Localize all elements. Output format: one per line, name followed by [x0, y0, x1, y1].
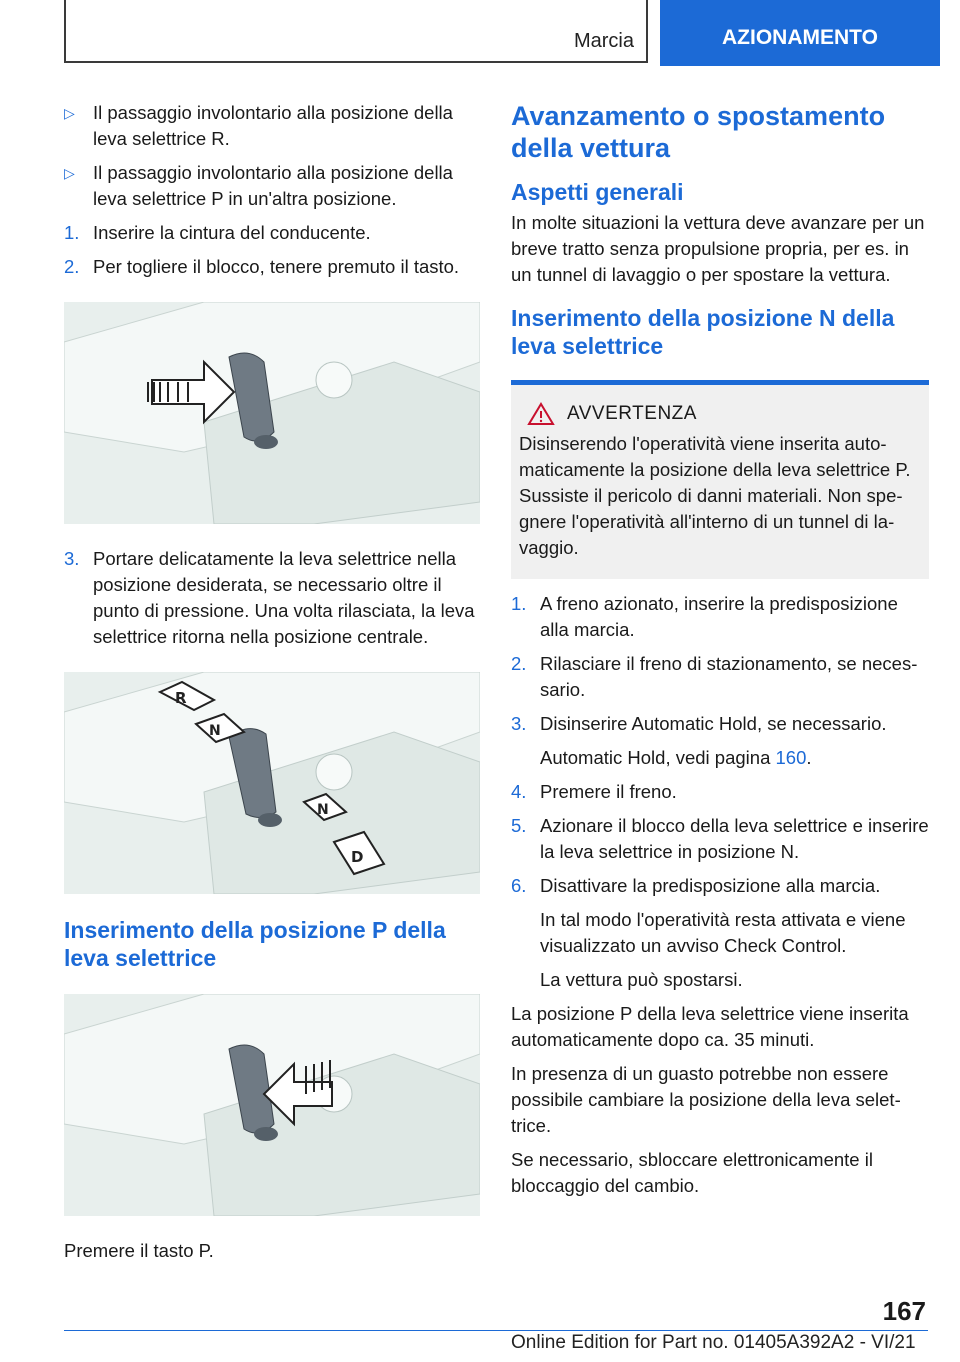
triangle-bullet-icon: ▷ — [64, 165, 75, 181]
position-r-label: R — [175, 689, 187, 707]
warning-title: AVVERTENZA — [567, 403, 697, 424]
warning-text: Disinserendo l'operatività viene inserita automaticamente la posizione della leva selettrice P. Sussiste il pericolo di danni materiali. Non spegnere l'operatività all'interno di un tunnel di lavaggio. — [519, 433, 911, 558]
paragraph: Se necessario, sbloccare elettronicamente il bloccaggio del cambio. — [511, 1149, 873, 1196]
step-subtext-suffix: . — [806, 747, 812, 768]
step-text: Premere il freno. — [540, 781, 677, 802]
step-item — [511, 779, 929, 805]
bullet-item — [64, 100, 480, 152]
step-number: 5. — [511, 815, 527, 836]
gear-selector-illustration — [64, 302, 480, 524]
step-text: Disinserire Automatic Hold, se necessario. — [540, 713, 887, 734]
step-item — [511, 813, 929, 865]
position-n-label: N — [209, 723, 221, 739]
gear-positions-illustration — [64, 672, 480, 894]
page-reference-link[interactable]: 160 — [775, 747, 807, 768]
step-number: 1. — [511, 593, 527, 614]
step-item — [511, 651, 929, 703]
paragraph: La posizione P della leva selettrice viene inserita automaticamente dopo ca. 35 minuti. — [511, 1003, 909, 1050]
step-subtext — [511, 745, 929, 771]
step-item — [511, 591, 929, 643]
footer-edition: Online Edition for Part no. 01405A392A2 - VI/21 — [511, 1332, 916, 1353]
step-item — [64, 220, 480, 246]
step-text: Rilasciare il freno di stazionamento, se necessario. — [540, 653, 918, 700]
step-number: 3. — [64, 548, 80, 569]
triangle-bullet-icon: ▷ — [64, 105, 75, 121]
page-number: 167 — [882, 1296, 926, 1326]
step-subtext: In tal modo l'operatività resta attivata e viene visualizzato un avviso Check Control. — [540, 909, 906, 956]
step-text: Inserire la cintura del conducente. — [93, 222, 371, 243]
position-n2-label: N — [317, 802, 329, 818]
step-text: Azionare il blocco della leva selettrice e inserire la leva selettrice in posizione N. — [540, 815, 929, 862]
header-section-title: Marcia — [573, 30, 634, 52]
warning-box — [511, 380, 929, 579]
step-number: 2. — [64, 256, 80, 277]
footer-divider — [64, 1330, 928, 1331]
paragraph: In presenza di un guasto potrebbe non essere possibile cambiare la posizione della leva selettrice. — [511, 1063, 901, 1136]
header-frame — [64, 0, 648, 63]
step-number: 1. — [64, 222, 80, 243]
general-paragraph: In molte situazioni la vettura deve avanzare per un breve tratto senza propulsione propria, per es. in un tunnel di lavaggio o per spostare la vettura. — [511, 212, 925, 285]
header-chapter-tab[interactable]: AZIONAMENTO — [660, 0, 940, 66]
section-heading-n: Inserimento della posizione N della leva selettrice — [511, 305, 895, 359]
step-text: Portare delicatamente la leva selettrice nella posizione desiderata, se necessario oltre il punto di pressione. Una volta rilasciata, la leva selettrice ritorna nella posizione centrale. — [93, 548, 475, 647]
step-subtext: La vettura può spostarsi. — [540, 969, 743, 990]
left-column — [64, 100, 480, 1272]
bullet-text: Il passaggio involontario alla posizione della leva selettrice P in un'altra posizione. — [93, 162, 453, 209]
step-text: Disattivare la predisposizione alla marcia. — [540, 875, 881, 896]
p-button-illustration — [64, 994, 480, 1216]
position-d-label: D — [351, 848, 364, 866]
step-text: A freno azionato, inserire la predisposizione alla marcia. — [540, 593, 898, 640]
section-heading-p: Inserimento della posizione P della leva selettrice — [64, 917, 446, 971]
warning-triangle-icon — [527, 402, 555, 426]
bullet-item — [64, 160, 480, 212]
section-heading-general: Aspetti generali — [511, 179, 684, 205]
step-subtext-prefix: Automatic Hold, vedi pagina — [540, 747, 776, 768]
warning-header — [519, 401, 921, 427]
caption-p: Premere il tasto P. — [64, 1240, 214, 1261]
figure-button-press — [64, 302, 480, 524]
step-item — [511, 873, 929, 899]
step-item — [64, 546, 480, 650]
step-number: 4. — [511, 781, 527, 802]
step-number: 2. — [511, 653, 527, 674]
step-text: Per togliere il blocco, tenere premuto il tasto. — [93, 256, 460, 277]
figure-p-button — [64, 994, 480, 1216]
step-number: 6. — [511, 875, 527, 896]
right-column — [511, 100, 929, 1207]
step-item — [511, 711, 929, 737]
page-title: Avanzamento o spostamento della vettura — [511, 101, 886, 163]
figure-gear-positions — [64, 672, 480, 894]
bullet-text: Il passaggio involontario alla posizione della leva selettrice R. — [93, 102, 453, 149]
step-number: 3. — [511, 713, 527, 734]
step-item — [64, 254, 480, 280]
